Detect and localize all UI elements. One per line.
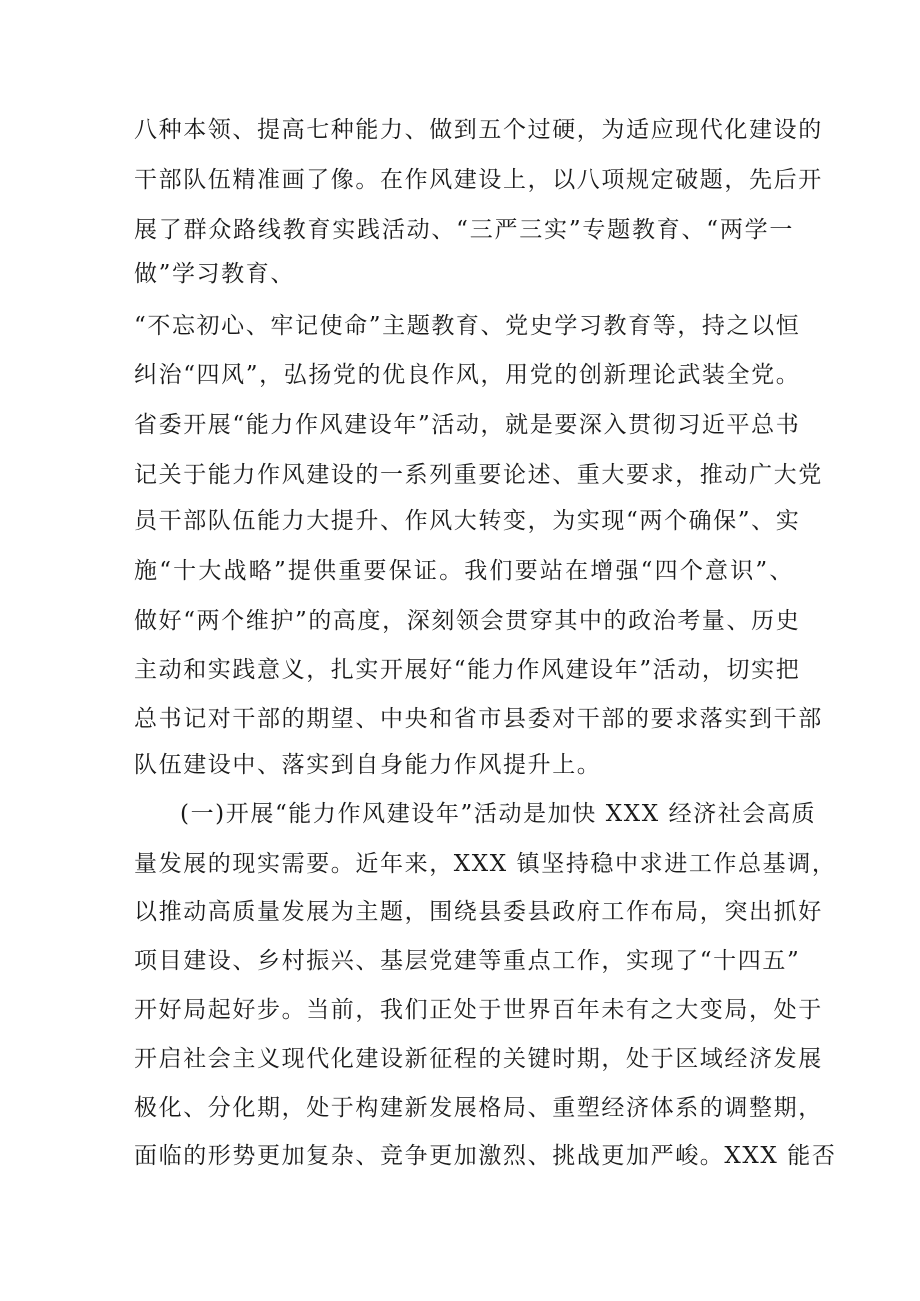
text-line: 队伍建设中、落实到自身能力作风提升上。 [134,752,602,778]
text-line: 八种本领、提高七种能力、做到五个过硬，为适应现代化建设的 [134,117,823,143]
text-line: 省委开展“能力作风建设年”活动，就是要深入贯彻习近平总书 [134,412,801,438]
text-line: “不忘初心、牢记使命”主题教育、党史学习教育等，持之以恒 [134,313,801,339]
text-line: 面临的形势更加复杂、竞争更加激烈、挑战更加严峻。XXX 能否 [134,1143,837,1169]
text-line: 以推动高质量发展为主题，围绕县委县政府工作布局，突出抓好 [134,899,823,925]
text-line: 干部队伍精准画了像。在作风建设上，以八项规定破题，先后开 [134,167,823,193]
text-line: 项目建设、乡村振兴、基层党建等重点工作，实现了“十四五” [134,948,801,974]
text-line: 员干部队伍能力大提升、作风大转变，为实现“两个确保”、实 [134,508,801,534]
text-line: 主动和实践意义，扎实开展好“能力作风建设年”活动，切实把 [134,657,801,683]
text-line: 纠治“四风”，弘扬党的优良作风，用党的创新理论武装全党。 [134,362,801,388]
text-line: 开好局起好步。当前，我们正处于世界百年未有之大变局，处于 [134,997,823,1023]
text-line: 做”学习教育、 [134,261,295,287]
text-line: 极化、分化期，处于构建新发展格局、重塑经济体系的调整期， [134,1095,823,1121]
text-line: 总书记对干部的期望、中央和省市县委对干部的要求落实到干部 [134,706,823,732]
text-line: 开启社会主义现代化建设新征程的关键时期，处于区域经济发展 [134,1046,823,1072]
text-line: 做好“两个维护”的高度，深刻领会贯穿其中的政治考量、历史 [134,608,801,634]
text-line: 记关于能力作风建设的一系列重要论述、重大要求，推动广大党 [134,462,823,488]
section-heading-line: (一)开展“能力作风建设年”活动是加快 XXX 经济社会高质 [180,801,817,827]
text-line: 施“十大战略”提供重要保证。我们要站在增强“四个意识”、 [134,558,794,584]
text-line: 量发展的现实需要。近年来，XXX 镇坚持稳中求进工作总基调， [134,851,837,877]
text-line: 展了群众路线教育实践活动、“三严三实”专题教育、“两学一 [134,217,794,243]
